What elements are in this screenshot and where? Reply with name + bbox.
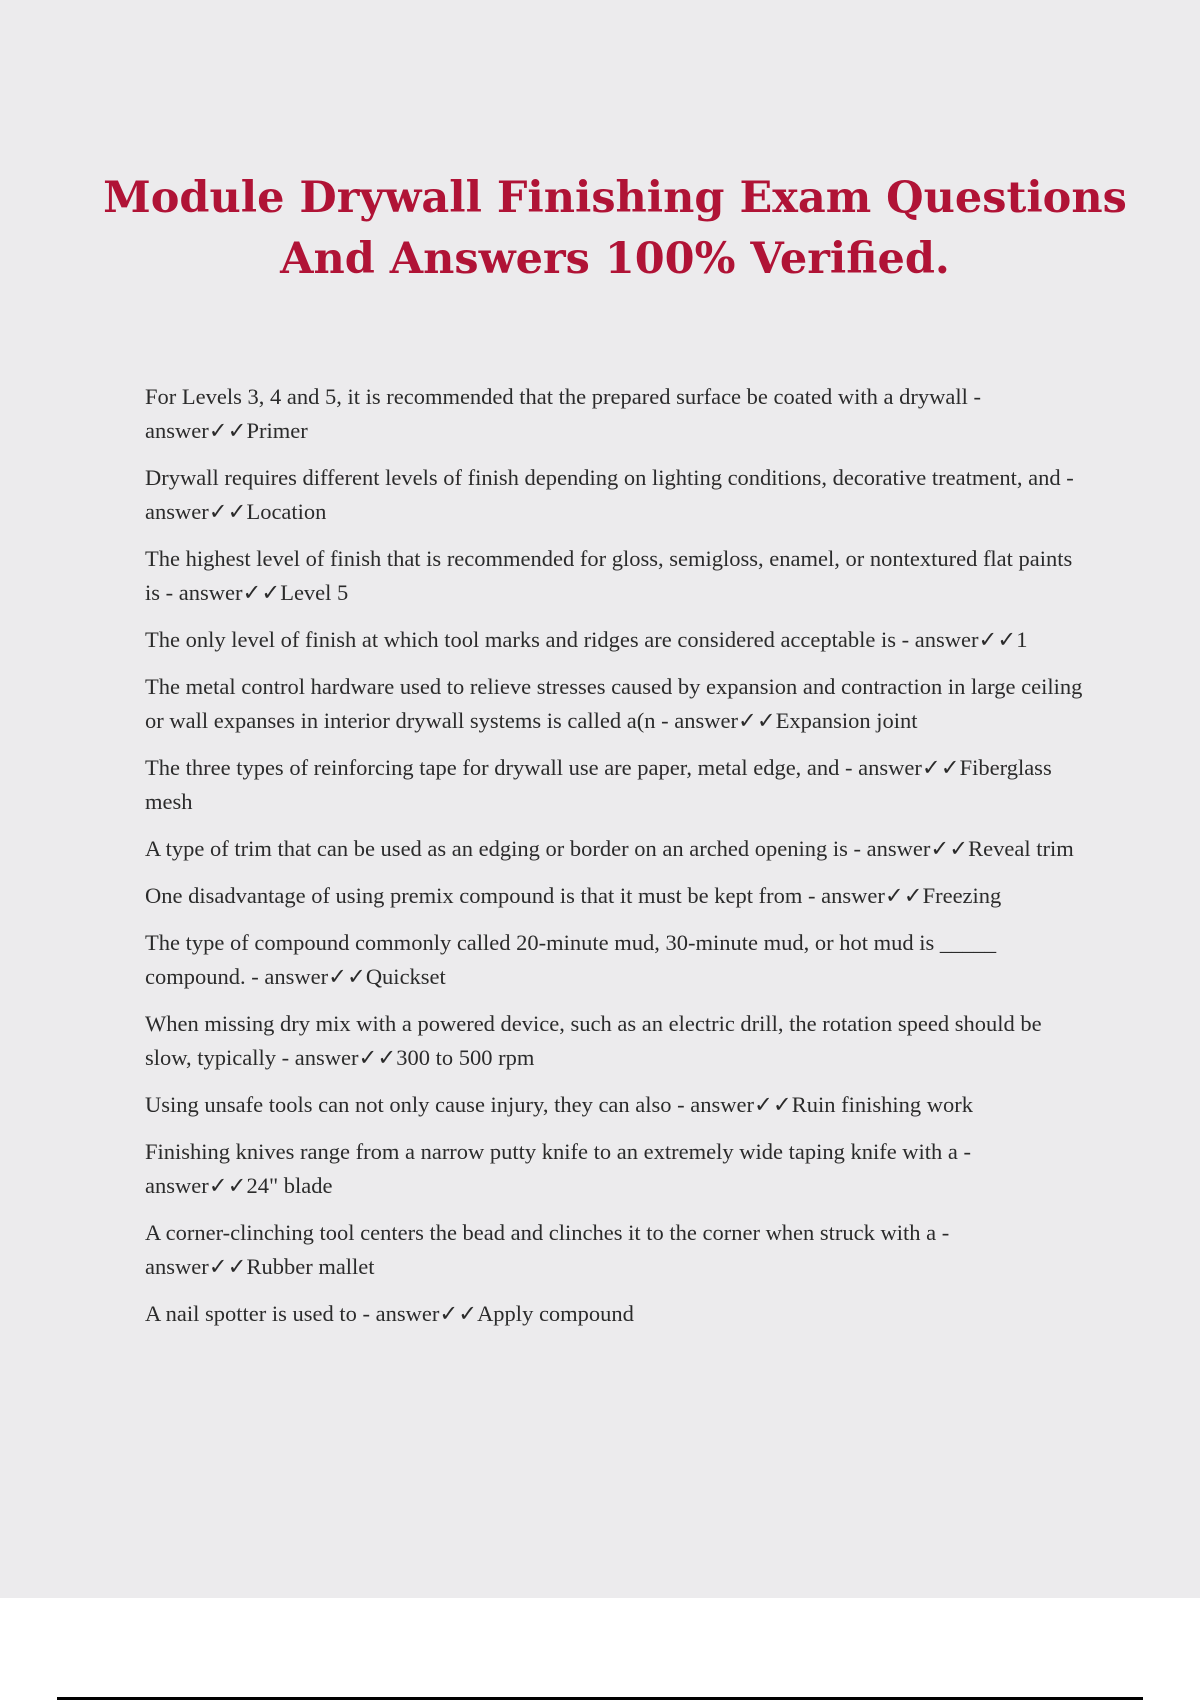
answer-text: Ruin finishing work xyxy=(791,1092,974,1117)
qa-item xyxy=(145,1216,1085,1284)
qa-item xyxy=(145,461,1085,529)
qa-item xyxy=(145,670,1085,738)
double-check-icon: ✓✓ xyxy=(208,1173,247,1198)
answer-label: answer xyxy=(674,708,738,733)
qa-item xyxy=(145,380,1085,448)
question-text: For Levels 3, 4 and 5, it is recommended that the prepared surface be coated with a drywall - xyxy=(145,384,981,409)
qa-item xyxy=(145,751,1085,819)
double-check-icon: ✓✓ xyxy=(884,883,923,908)
question-text: Using unsafe tools can not only cause injury, they can also - xyxy=(145,1092,685,1117)
qa-item xyxy=(145,926,1085,994)
answer-label: answer xyxy=(858,755,922,780)
answer-label: answer xyxy=(821,883,885,908)
answer-text: Expansion joint xyxy=(775,708,918,733)
double-check-icon: ✓✓ xyxy=(328,964,366,989)
answer-label: answer xyxy=(145,1173,209,1198)
question-text: The type of compound commonly called 20-minute mud, 30-minute mud, or hot mud is _____ compound. - xyxy=(145,930,997,989)
answer-text: Fiberglass mesh xyxy=(145,755,1052,814)
answer-label: answer xyxy=(145,499,209,524)
answer-label: answer xyxy=(145,1254,209,1279)
answer-text: Reveal trim xyxy=(968,836,1074,861)
double-check-icon: ✓✓ xyxy=(978,627,1017,652)
double-check-icon: ✓✓ xyxy=(930,836,969,861)
question-text: The highest level of finish that is recommended for gloss, semigloss, enamel, or nontextured flat paints is - xyxy=(145,546,1073,605)
question-text: The metal control hardware used to relieve stresses caused by expansion and contraction in large ceiling or wall expanses in interior drywall systems is called a(n - xyxy=(145,674,1083,733)
question-text: A type of trim that can be used as an edging or border on an arched opening is - xyxy=(145,836,862,861)
question-text: A nail spotter is used to - xyxy=(145,1301,370,1326)
answer-text: Freezing xyxy=(922,883,1002,908)
answer-label: answer xyxy=(145,418,209,443)
double-check-icon: ✓✓ xyxy=(208,1254,247,1279)
answer-text: Level 5 xyxy=(280,580,349,605)
answer-text: 300 to 500 rpm xyxy=(396,1045,535,1070)
answer-text: Location xyxy=(246,499,327,524)
qa-item xyxy=(145,1007,1085,1075)
qa-item xyxy=(145,1297,1085,1331)
double-check-icon: ✓✓ xyxy=(208,499,247,524)
qa-item xyxy=(145,623,1085,657)
answer-label: answer xyxy=(375,1301,440,1326)
qa-item xyxy=(145,1135,1085,1203)
answer-text: Primer xyxy=(246,418,308,443)
qa-item xyxy=(145,832,1085,866)
qa-item xyxy=(145,879,1085,913)
answer-text: Quickset xyxy=(365,964,446,989)
double-check-icon: ✓✓ xyxy=(439,1301,478,1326)
answer-label: answer xyxy=(294,1045,359,1070)
answer-text: 1 xyxy=(1016,627,1028,652)
answer-label: answer xyxy=(866,836,931,861)
answer-label: answer xyxy=(178,580,243,605)
answer-text: 24" blade xyxy=(246,1173,333,1198)
double-check-icon: ✓✓ xyxy=(242,580,281,605)
double-check-icon: ✓✓ xyxy=(737,708,776,733)
double-check-icon: ✓✓ xyxy=(921,755,960,780)
question-text: When missing dry mix with a powered device, such as an electric drill, the rotation speed should be slow, typically - xyxy=(145,1011,1042,1070)
answer-label: answer xyxy=(264,964,329,989)
double-check-icon: ✓✓ xyxy=(358,1045,397,1070)
question-text: The three types of reinforcing tape for drywall use are paper, metal edge, and - xyxy=(145,755,853,780)
double-check-icon: ✓✓ xyxy=(208,418,247,443)
question-text: Drywall requires different levels of finish depending on lighting conditions, decorative treatment, and - xyxy=(145,465,1074,490)
page-title: Module Drywall Finishing Exam Questions And Answers 100% Verified. xyxy=(103,173,1127,284)
question-text: One disadvantage of using premix compound is that it must be kept from - xyxy=(145,883,816,908)
answer-label: answer xyxy=(914,627,979,652)
double-check-icon: ✓✓ xyxy=(754,1092,792,1117)
question-text: A corner-clinching tool centers the bead and clinches it to the corner when struck with a - xyxy=(145,1220,950,1245)
qa-item xyxy=(145,542,1085,610)
question-text: Finishing knives range from a narrow putty knife to an extremely wide taping knife with a - xyxy=(145,1139,972,1164)
question-text: The only level of finish at which tool marks and ridges are considered acceptable is - xyxy=(145,627,910,652)
answer-text: Apply compound xyxy=(477,1301,634,1326)
answer-label: answer xyxy=(690,1092,755,1117)
qa-list xyxy=(145,380,1085,1344)
answer-text: Rubber mallet xyxy=(246,1254,375,1279)
qa-item xyxy=(145,1088,1085,1122)
